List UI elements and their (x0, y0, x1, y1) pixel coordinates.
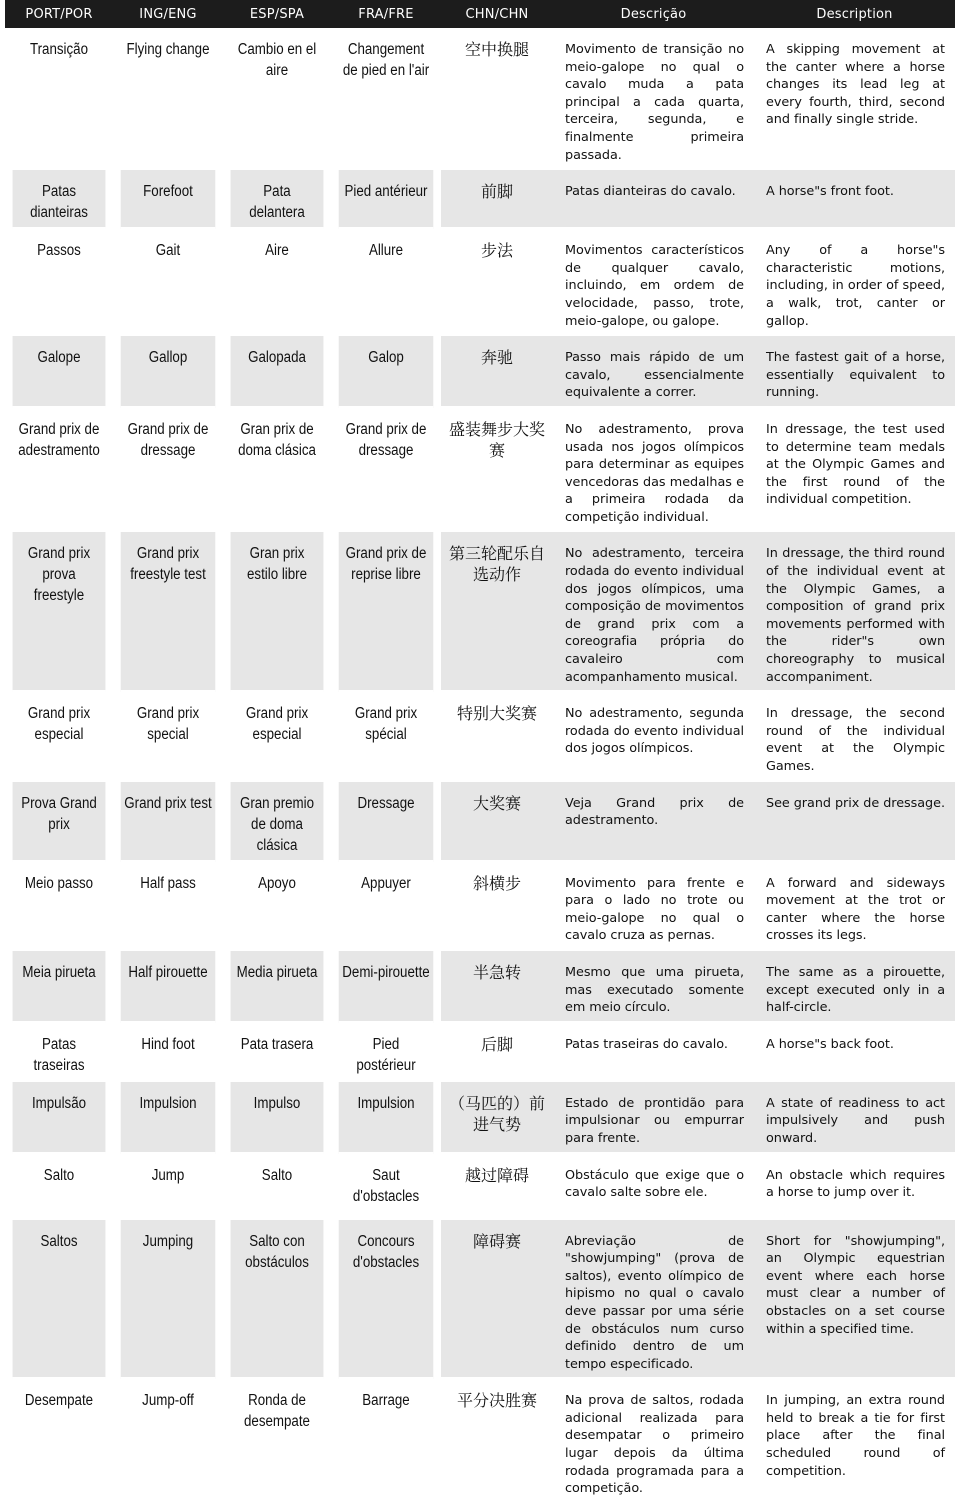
term-chn: 奔驰 (441, 336, 553, 408)
description-pt: Abreviação de "showjumping" (prova de saltos), evento olímpico de hipismo no qual o cavalo deve passar por uma série de obstáculos num curso definido dentro de um tempo especificado. (553, 1220, 754, 1380)
header-spa: ESP/SPA (223, 0, 331, 28)
description-pt: Patas traseiras do cavalo. (553, 1023, 754, 1082)
term-spa: Aire (231, 229, 324, 336)
term-chn: 半急转 (441, 951, 553, 1023)
description-en: In dressage, the test used to determine team medals at the Olympic Games and the first round of the individual competition. (754, 408, 955, 533)
term-spa: Galopada (231, 336, 324, 408)
term-por: Grand prix prova freestyle (13, 532, 106, 692)
term-spa: Salto (231, 1154, 324, 1220)
table-row (5, 692, 955, 781)
term-eng: Gallop (121, 336, 216, 408)
term-por: Saltos (13, 1220, 106, 1380)
term-por: Galope (13, 336, 106, 408)
term-fra: Saut d'obstacles (339, 1154, 434, 1220)
term-chn: 障碍赛 (441, 1220, 553, 1380)
description-en: A state of readiness to act impulsively and push onward. (754, 1082, 955, 1154)
table-row (5, 1379, 955, 1504)
description-pt: Movimento para frente e para o lado no trote ou meio-galope no qual o cavalo cruza as pernas. (553, 862, 754, 951)
header-por: PORT/POR (5, 0, 113, 28)
term-eng: Hind foot (121, 1023, 216, 1082)
description-pt: Movimentos característicos de qualquer cavalo, incluindo, em ordem de velocidade, passo, trote, meio-galope, ou galope. (553, 229, 754, 336)
term-chn: 特别大奖赛 (441, 692, 553, 781)
description-pt: Estado de prontidão para impulsionar ou empurrar para frente. (553, 1082, 754, 1154)
term-chn: 越过障碍 (441, 1154, 553, 1220)
term-chn: 空中换腿 (441, 28, 553, 170)
term-por: Transição (13, 28, 106, 170)
table-row (5, 336, 955, 408)
table-row (5, 1082, 955, 1154)
table-row (5, 408, 955, 533)
description-en: Any of a horse"s characteristic motions, including, in order of speed, a walk, trot, canter or gallop. (754, 229, 955, 336)
term-eng: Grand prix freestyle test (121, 532, 216, 692)
term-chn: 第三轮配乐自选动作 (441, 532, 553, 692)
description-en: See grand prix de dressage. (754, 782, 955, 862)
term-eng: Grand prix test (121, 782, 216, 862)
header-desc-pt: Descrição (553, 0, 754, 28)
term-fra: Barrage (339, 1379, 434, 1504)
term-fra: Appuyer (339, 862, 434, 951)
term-por: Impulsão (13, 1082, 106, 1154)
table-row (5, 229, 955, 336)
term-por: Patas dianteiras (13, 170, 106, 229)
description-pt: No adestramento, terceira rodada do evento individual dos jogos olímpicos, uma composição de movimentos de grand prix com a coreografia própria do cavaleiro com acompanhamento musical. (553, 532, 754, 692)
term-por: Desempate (13, 1379, 106, 1504)
description-en: In dressage, the third round of the individual event at the Olympic Games, a composition of grand prix movements performed with the rider"s own choreography to musical accompaniment. (754, 532, 955, 692)
description-pt: Mesmo que uma pirueta, mas executado somente em meio círculo. (553, 951, 754, 1023)
term-spa: Gran prix de doma clásica (231, 408, 324, 533)
term-fra: Pied postérieur (339, 1023, 434, 1082)
term-por: Passos (13, 229, 106, 336)
header-fra: FRA/FRE (331, 0, 441, 28)
term-fra: Grand prix de dressage (339, 408, 434, 533)
description-pt: Movimento de transição no meio-galope no qual o cavalo muda a pata principal a cada quarta, terceira, segunda, e finalmente primeira passada. (553, 28, 754, 170)
term-chn: 前脚 (441, 170, 553, 229)
term-chn: 步法 (441, 229, 553, 336)
description-pt: Na prova de saltos, rodada adicional realizada para desempatar o primeiro lugar depois da última rodada programada para a competição. (553, 1379, 754, 1504)
description-en: A skipping movement at the canter where a horse changes its lead leg at every fourth, third, second and finally single stride. (754, 28, 955, 170)
term-eng: Gait (121, 229, 216, 336)
term-por: Grand prix de adestramento (13, 408, 106, 533)
term-chn: 斜横步 (441, 862, 553, 951)
header-desc-en: Description (754, 0, 955, 28)
description-en: Short for "showjumping", an Olympic equestrian event where each horse must clear a number of obstacles on a set course within a specified time. (754, 1220, 955, 1380)
equestrian-glossary-table (5, 0, 955, 1504)
term-por: Patas traseiras (13, 1023, 106, 1082)
term-eng: Grand prix special (121, 692, 216, 781)
term-eng: Grand prix de dressage (121, 408, 216, 533)
term-eng: Jumping (121, 1220, 216, 1380)
term-spa: Pata trasera (231, 1023, 324, 1082)
term-fra: Galop (339, 336, 434, 408)
table-row (5, 170, 955, 229)
term-por: Meia pirueta (13, 951, 106, 1023)
header-row (5, 0, 955, 28)
description-en: In jumping, an extra round held to break a tie for first place after the final scheduled round of competition. (754, 1379, 955, 1504)
term-eng: Jump-off (121, 1379, 216, 1504)
term-fra: Grand prix de reprise libre (339, 532, 434, 692)
term-chn: 盛装舞步大奖赛 (441, 408, 553, 533)
term-fra: Allure (339, 229, 434, 336)
table-row (5, 1023, 955, 1082)
description-en: The fastest gait of a horse, essentially equivalent to running. (754, 336, 955, 408)
description-en: An obstacle which requires a horse to jump over it. (754, 1154, 955, 1220)
table-row (5, 1220, 955, 1380)
term-spa: Ronda de desempate (231, 1379, 324, 1504)
description-pt: Veja Grand prix de adestramento. (553, 782, 754, 862)
term-eng: Impulsion (121, 1082, 216, 1154)
term-fra: Pied antérieur (339, 170, 434, 229)
term-eng: Jump (121, 1154, 216, 1220)
description-pt: No adestramento, prova usada nos jogos olímpicos para determinar as equipes vencedoras das medalhas e a primeira rodada da competição individual. (553, 408, 754, 533)
term-spa: Salto con obstáculos (231, 1220, 324, 1380)
description-en: In dressage, the second round of the individual event at the Olympic Games. (754, 692, 955, 781)
description-en: A horse"s back foot. (754, 1023, 955, 1082)
term-por: Salto (13, 1154, 106, 1220)
table-row (5, 28, 955, 170)
term-fra: Demi-pirouette (339, 951, 434, 1023)
term-fra: Changement de pied en l'air (339, 28, 434, 170)
term-eng: Flying change (121, 28, 216, 170)
description-pt: Patas dianteiras do cavalo. (553, 170, 754, 229)
table-row (5, 862, 955, 951)
term-spa: Impulso (231, 1082, 324, 1154)
header-eng: ING/ENG (113, 0, 223, 28)
table-row (5, 782, 955, 862)
description-pt: Passo mais rápido de um cavalo, essencialmente equivalente a correr. (553, 336, 754, 408)
term-fra: Impulsion (339, 1082, 434, 1154)
term-por: Prova Grand prix (13, 782, 106, 862)
term-fra: Concours d'obstacles (339, 1220, 434, 1380)
term-chn: 大奖赛 (441, 782, 553, 862)
term-spa: Grand prix especial (231, 692, 324, 781)
term-spa: Cambio en el aire (231, 28, 324, 170)
term-spa: Gran prix estilo libre (231, 532, 324, 692)
table-row (5, 1154, 955, 1220)
term-eng: Half pirouette (121, 951, 216, 1023)
term-fra: Dressage (339, 782, 434, 862)
description-pt: No adestramento, segunda rodada do evento individual dos jogos olímpicos. (553, 692, 754, 781)
term-chn: 平分决胜赛 (441, 1379, 553, 1504)
description-en: A horse"s front foot. (754, 170, 955, 229)
table-row (5, 951, 955, 1023)
term-por: Meio passo (13, 862, 106, 951)
term-por: Grand prix especial (13, 692, 106, 781)
description-en: A forward and sideways movement at the trot or canter where the horse crosses its legs. (754, 862, 955, 951)
term-eng: Half pass (121, 862, 216, 951)
table-row (5, 532, 955, 692)
term-chn: 后脚 (441, 1023, 553, 1082)
term-eng: Forefoot (121, 170, 216, 229)
term-spa: Gran premio de doma clásica (231, 782, 324, 862)
description-en: The same as a pirouette, except executed only in a half-circle. (754, 951, 955, 1023)
term-spa: Media pirueta (231, 951, 324, 1023)
description-pt: Obstáculo que exige que o cavalo salte sobre ele. (553, 1154, 754, 1220)
term-spa: Pata delantera (231, 170, 324, 229)
term-spa: Apoyo (231, 862, 324, 951)
header-chn: CHN/CHN (441, 0, 553, 28)
term-chn: （马匹的）前进气势 (441, 1082, 553, 1154)
term-fra: Grand prix spécial (339, 692, 434, 781)
